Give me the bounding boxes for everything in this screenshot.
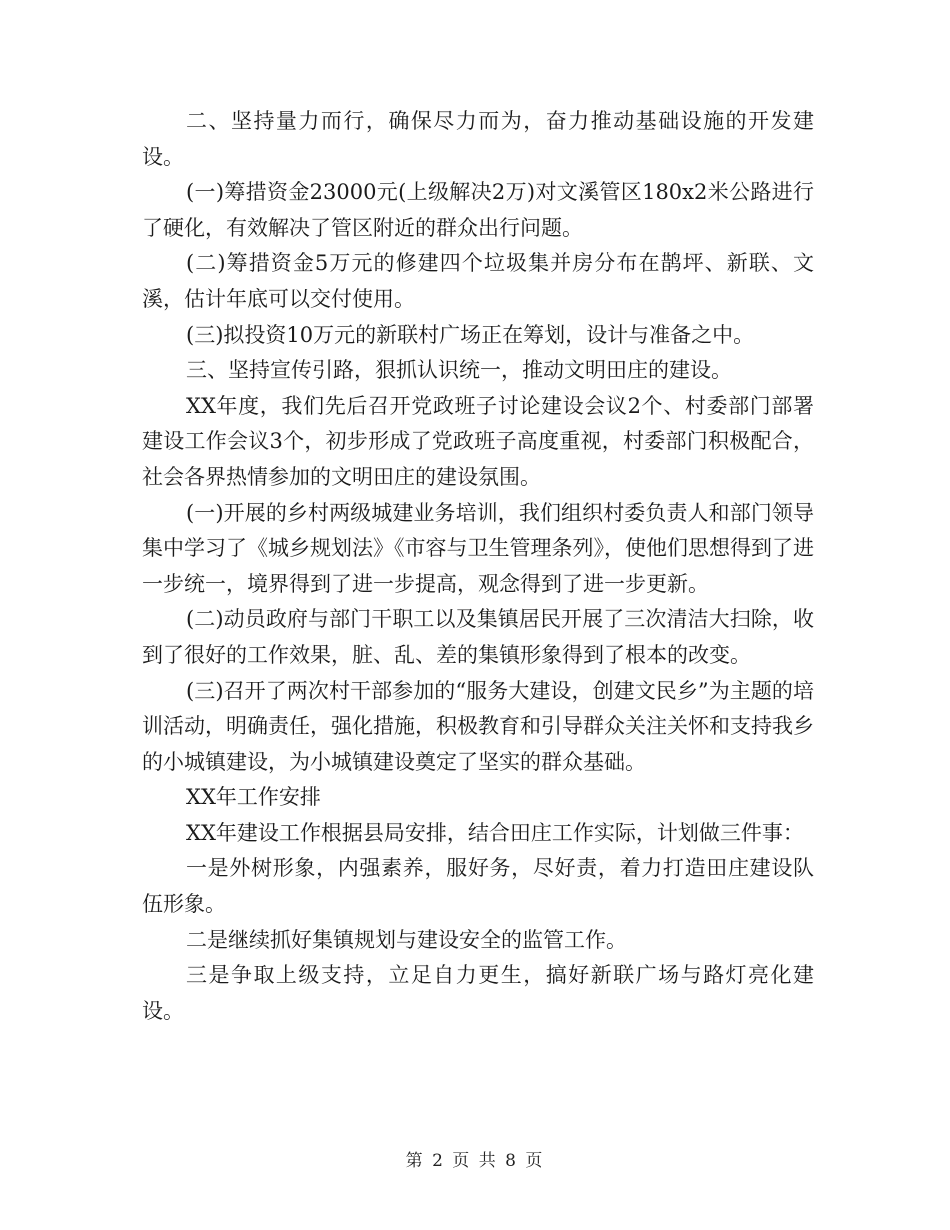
paragraph: (三)召开了两次村干部参加的“服务大建设，创建文民乡”为主题的培训活动，明确责任，强化措施，积极教育和引导群众关注关怀和支持我乡的小城镇建设，为小城镇建设奠定了坚实的群众基础。 bbox=[142, 678, 814, 774]
paragraph: XX年度，我们先后召开党政班子讨论建设会议2个、村委部门部署建设工作会议3个，初步形成了党政班子高度重视，村委部门积极配合，社会各界热情参加的文明田庄的建设氛围。 bbox=[142, 393, 814, 489]
paragraph: (三)拟投资10万元的新联村广场正在筹划，设计与准备之中。 bbox=[186, 322, 755, 347]
document-body bbox=[142, 104, 814, 1029]
paragraph: 二、坚持量力而行，确保尽力而为，奋力推动基础设施的开发建设。 bbox=[142, 109, 814, 169]
paragraph: XX年建设工作根据县局安排，结合田庄工作实际，计划做三件事： bbox=[186, 820, 804, 845]
paragraph: 二是继续抓好集镇规划与建设安全的监管工作。 bbox=[186, 927, 627, 952]
paragraph: 三是争取上级支持，立足自力更生，搞好新联广场与路灯亮化建设。 bbox=[142, 963, 814, 1023]
page-footer: 第 2 页 共 8 页 bbox=[405, 1151, 545, 1171]
paragraph: 三、坚持宣传引路，狠抓认识统一，推动文明田庄的建设。 bbox=[186, 358, 732, 383]
section-heading: XX年工作安排 bbox=[186, 785, 321, 810]
paragraph: 一是外树形象，内强素养，服好务，尽好责，着力打造田庄建设队伍形象。 bbox=[142, 856, 814, 917]
paragraph: (二)筹措资金5万元的修建四个垃圾集并房分布在鹊坪、新联、文溪，估计年底可以交付使用。 bbox=[142, 251, 814, 311]
paragraph: (一)筹措资金23000元(上级解决2万)对文溪管区180x2米公路进行了硬化，有效解决了管区附近的群众出行问题。 bbox=[142, 180, 814, 240]
paragraph: (二)动员政府与部门干职工以及集镇居民开展了三次清洁大扫除，收到了很好的工作效果，脏、乱、差的集镇形象得到了根本的改变。 bbox=[142, 607, 814, 667]
paragraph: (一)开展的乡村两级城建业务培训，我们组织村委负责人和部门领导集中学习了《城乡规划法》《市容与卫生管理条列》，使他们思想得到了进一步统一，境界得到了进一步提高，观念得到了进一步更新。 bbox=[142, 500, 814, 596]
